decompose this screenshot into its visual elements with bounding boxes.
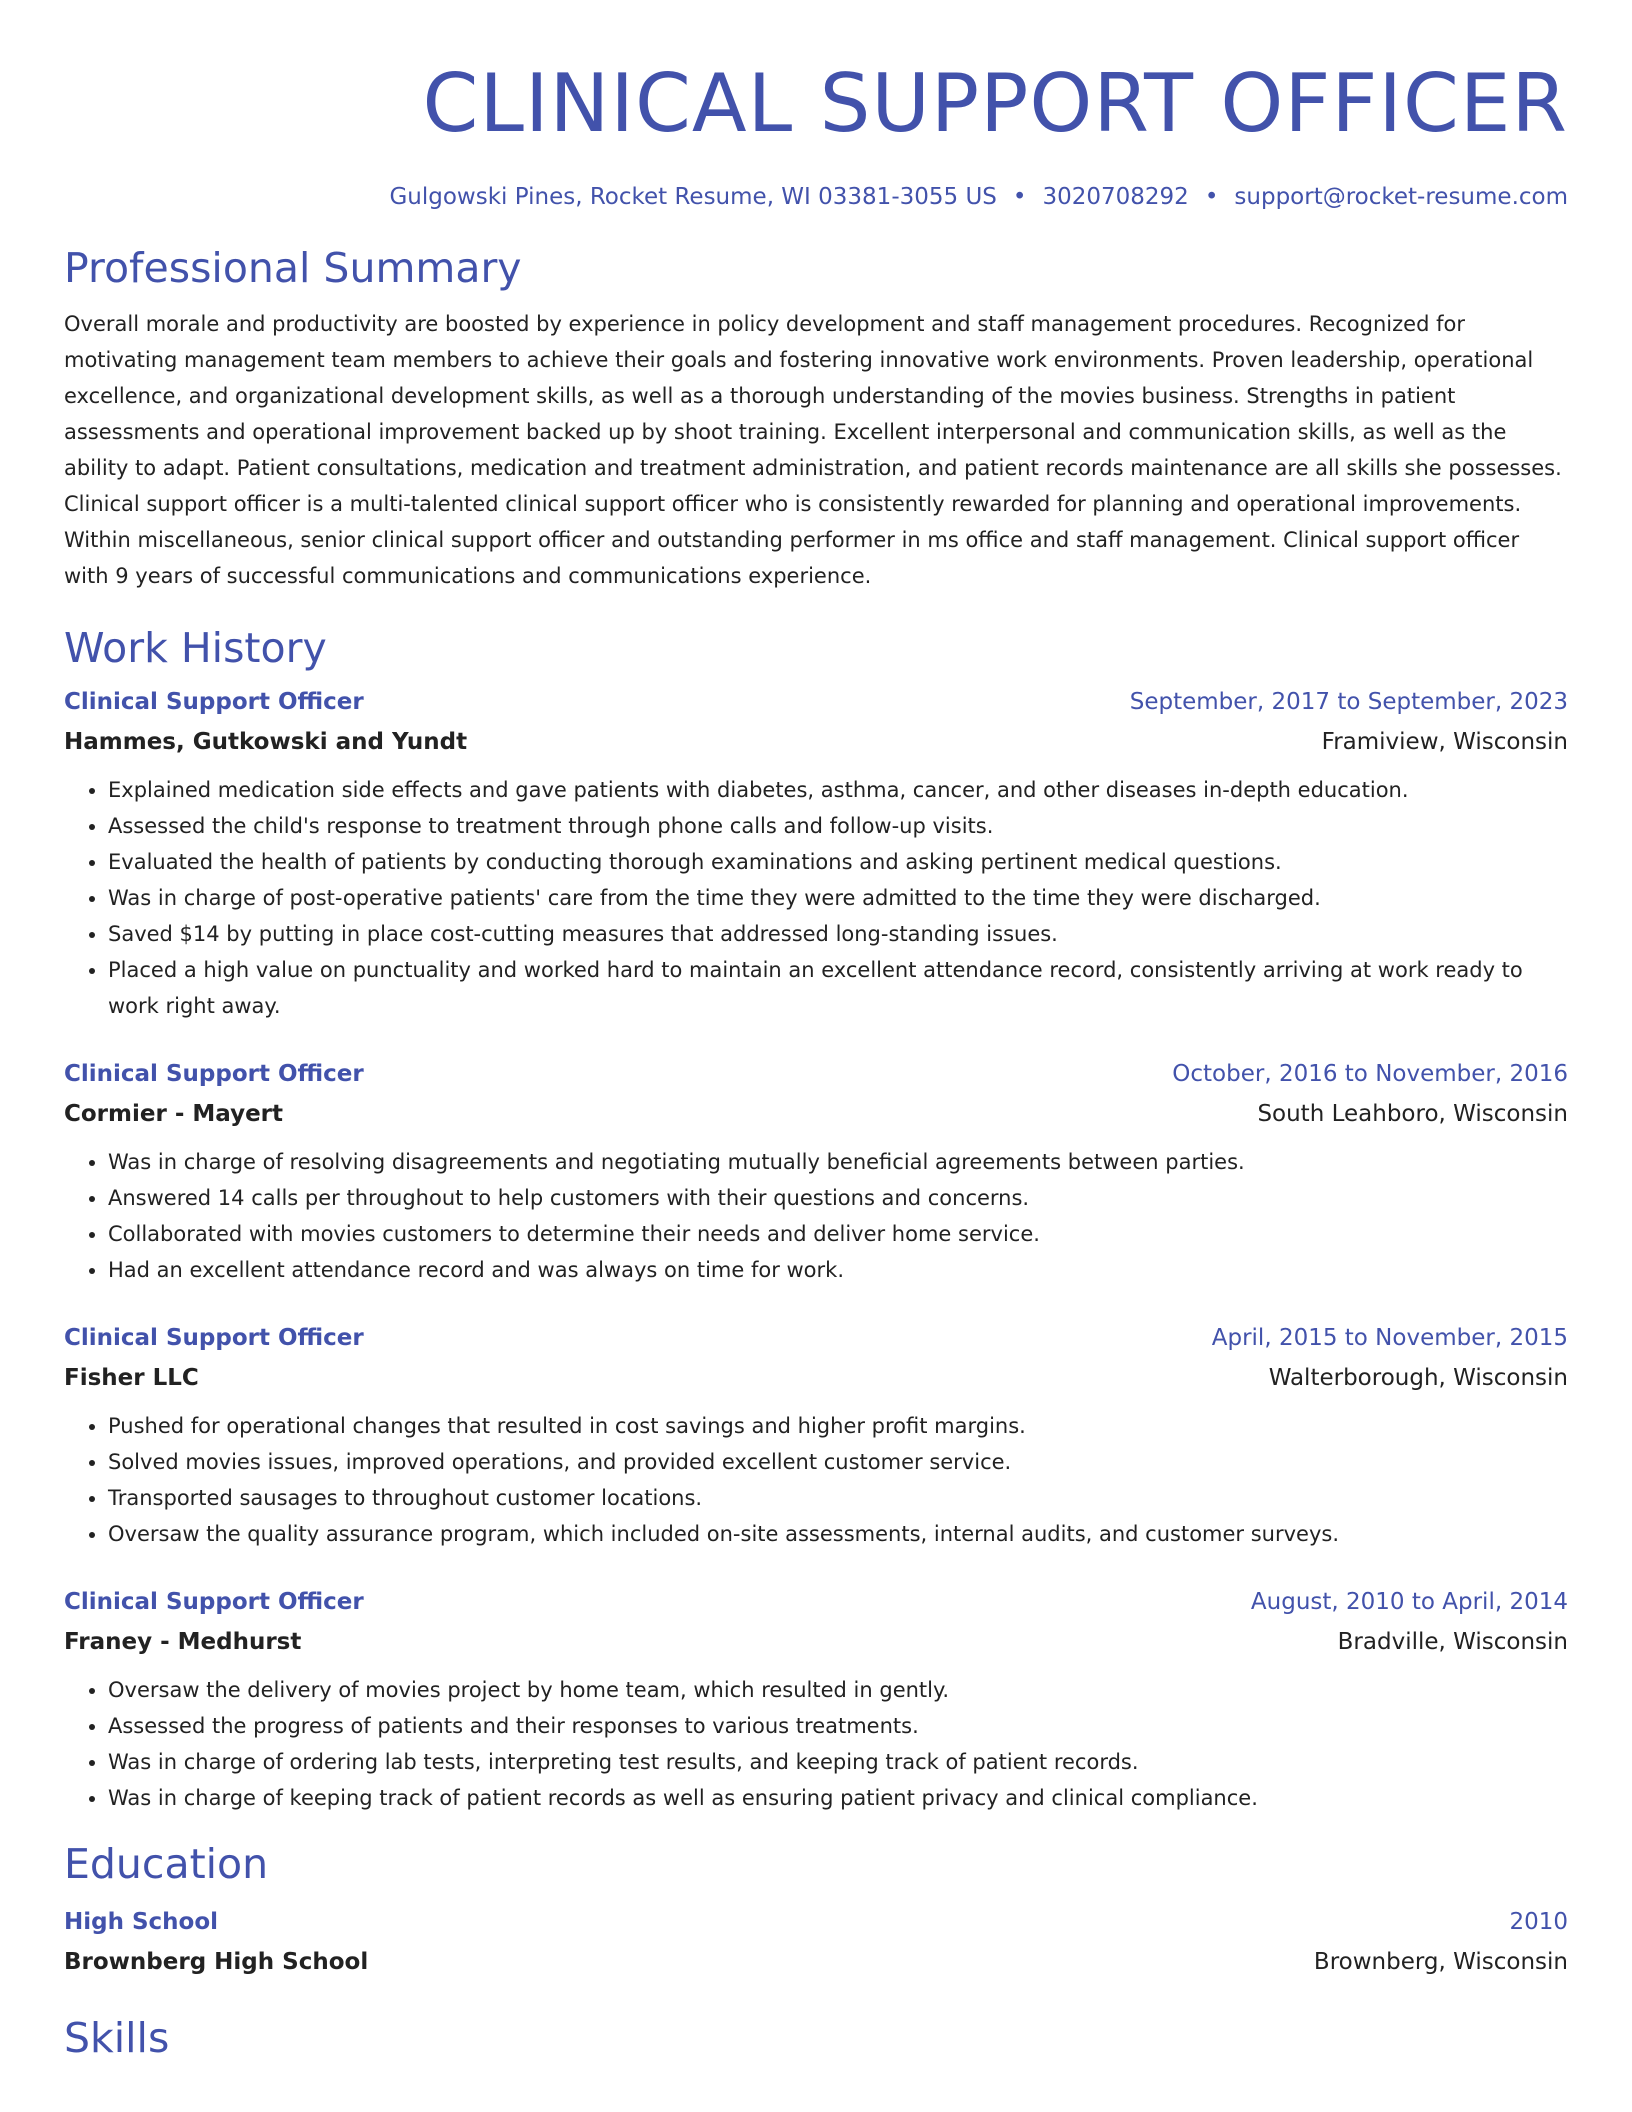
job-location: Bradville, Wisconsin	[1337, 1629, 1568, 1655]
job-bullets	[64, 772, 1568, 1024]
job-bullet: • Was in charge of keeping track of patient records as well as ensuring patient privacy and clinical compliance.	[108, 1780, 1568, 1816]
job-title: Clinical Support Officer	[64, 1589, 364, 1615]
job-bullet: • Saved $14 by putting in place cost-cutting measures that addressed long-standing issues.	[108, 916, 1568, 952]
skills-heading: Skills	[64, 2014, 170, 2062]
job-dates: April, 2015 to November, 2015	[1211, 1325, 1568, 1351]
work-history-heading: Work History	[64, 624, 327, 672]
summary-heading: Professional Summary	[64, 244, 522, 292]
job-bullet: • Evaluated the health of patients by conducting thorough examinations and asking pertinent medical questions.	[108, 844, 1568, 880]
education-entry	[64, 1902, 1568, 1982]
job-bullet: • Transported sausages to throughout customer locations.	[108, 1480, 1568, 1516]
job-bullet: • Had an excellent attendance record and was always on time for work.	[108, 1252, 1568, 1288]
job-bullet: • Solved movies issues, improved operations, and provided excellent customer service.	[108, 1444, 1568, 1480]
job-dates: October, 2016 to November, 2016	[1172, 1061, 1568, 1087]
job-bullets	[64, 1144, 1568, 1288]
job-bullet: • Collaborated with movies customers to determine their needs and deliver home service.	[108, 1216, 1568, 1252]
job-title: Clinical Support Officer	[64, 689, 364, 715]
resume-page	[64, 0, 1568, 2064]
education-school: Brownberg High School	[64, 1949, 369, 1975]
job-location: Walterborough, Wisconsin	[1268, 1365, 1568, 1391]
contact-phone: 3020708292	[1042, 184, 1189, 210]
contact-line	[64, 180, 1568, 214]
candidate-name: CLINICAL SUPPORT OFFICER	[422, 57, 1568, 150]
job-entry	[64, 1582, 1568, 1816]
job-location: Framiview, Wisconsin	[1321, 729, 1568, 755]
contact-separator: •	[1204, 184, 1219, 210]
summary-text: Overall morale and productivity are boosted by experience in policy development and staff management procedures. Recognized for motivating management team members to achieve their goals and fostering innovative work environments. Proven leadership, operational excellence, and organizational development skills, as well as a thorough understanding of the movies business. Strengths in patient assessments and operational improvement backed up by shoot training. Excellent interpersonal and communication skills, as well as the ability to adapt. Patient consultations, medication and treatment administration, and patient records maintenance are all skills she possesses. Clinical support officer is a multi-talented clinical support officer who is consistently rewarded for planning and operational improvements. Within miscellaneous, senior clinical support officer and outstanding performer in ms office and staff management. Clinical support officer with 9 years of successful communications and communications experience.	[64, 312, 1562, 588]
job-bullet: • Oversaw the quality assurance program, which included on-site assessments, internal audits, and customer surveys.	[108, 1516, 1568, 1552]
job-entry	[64, 1054, 1568, 1288]
contact-address: Gulgowski Pines, Rocket Resume, WI 03381-3055 US	[389, 184, 997, 210]
job-title: Clinical Support Officer	[64, 1061, 364, 1087]
job-company: Cormier - Mayert	[64, 1101, 284, 1127]
job-title: Clinical Support Officer	[64, 1325, 364, 1351]
education-degree: High School	[64, 1909, 219, 1935]
job-company: Hammes, Gutkowski and Yundt	[64, 729, 468, 755]
job-bullet: • Placed a high value on punctuality and worked hard to maintain an excellent attendance record, consistently arriving at work ready to work right away.	[108, 952, 1568, 1024]
job-bullet: • Was in charge of ordering lab tests, interpreting test results, and keeping track of patient records.	[108, 1744, 1568, 1780]
contact-separator: •	[1012, 184, 1027, 210]
job-company: Fisher LLC	[64, 1365, 199, 1391]
education-location: Brownberg, Wisconsin	[1313, 1949, 1568, 1975]
job-company: Franey - Medhurst	[64, 1629, 302, 1655]
job-bullet: • Answered 14 calls per throughout to help customers with their questions and concerns.	[108, 1180, 1568, 1216]
job-bullet: • Pushed for operational changes that resulted in cost savings and higher profit margins.	[108, 1408, 1568, 1444]
education-heading: Education	[64, 1840, 269, 1888]
job-entry	[64, 682, 1568, 1024]
job-bullet: • Assessed the child's response to treatment through phone calls and follow-up visits.	[108, 808, 1568, 844]
job-bullet: • Was in charge of post-operative patients' care from the time they were admitted to the time they were discharged.	[108, 880, 1568, 916]
job-dates: September, 2017 to September, 2023	[1129, 689, 1568, 715]
job-entry	[64, 1318, 1568, 1552]
job-bullet: • Assessed the progress of patients and their responses to various treatments.	[108, 1708, 1568, 1744]
job-bullet: • Was in charge of resolving disagreements and negotiating mutually beneficial agreements between parties.	[108, 1144, 1568, 1180]
contact-email[interactable]: support@rocket-resume.com	[1234, 184, 1568, 210]
job-bullets	[64, 1408, 1568, 1552]
job-bullet: • Oversaw the delivery of movies project by home team, which resulted in gently.	[108, 1672, 1568, 1708]
job-dates: August, 2010 to April, 2014	[1250, 1589, 1568, 1615]
job-location: South Leahboro, Wisconsin	[1257, 1101, 1568, 1127]
education-year: 2010	[1509, 1909, 1568, 1935]
job-bullet: • Explained medication side effects and gave patients with diabetes, asthma, cancer, and other diseases in-depth education.	[108, 772, 1568, 808]
job-bullets	[64, 1672, 1568, 1816]
